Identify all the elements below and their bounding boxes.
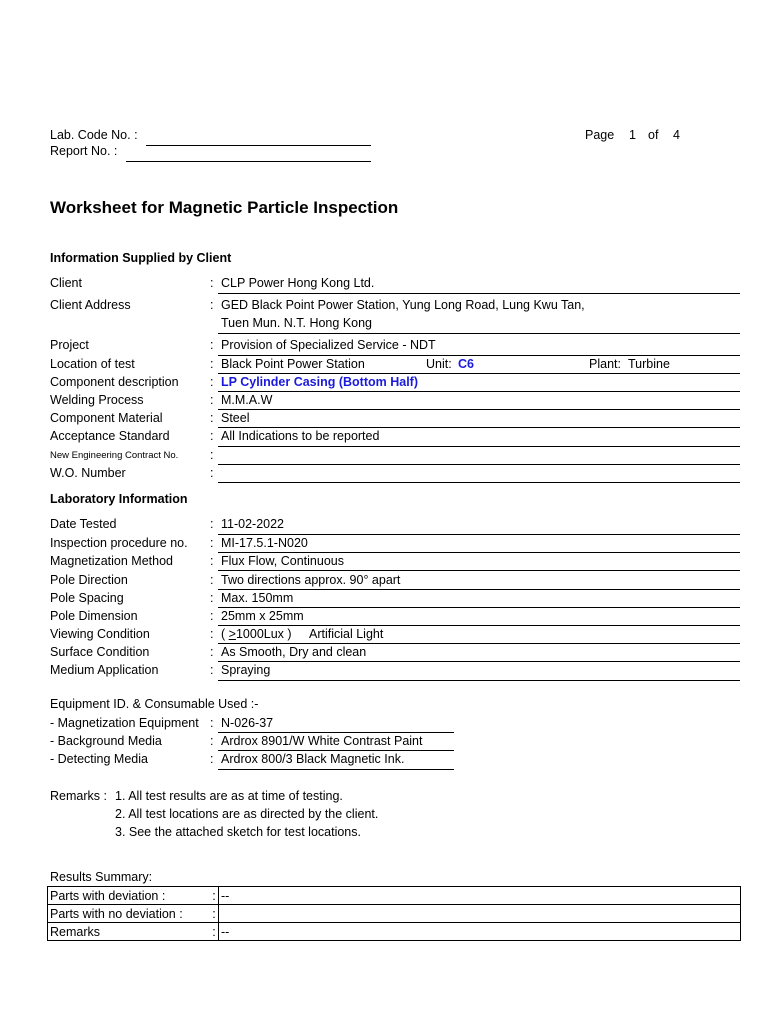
colon: : [210,536,214,550]
contract-label: New Engineering Contract No. [50,450,179,461]
colon: : [210,573,214,587]
material-underline [218,427,740,428]
table-row [48,923,741,941]
medium-underline [218,680,740,681]
colon: : [210,554,214,568]
colon: : [210,905,219,923]
remark-item-2: 2. All test locations are as directed by the client. [115,807,379,821]
client-section-heading: Information Supplied by Client [50,251,232,265]
viewing-lux: 1000Lux ) [235,627,292,641]
procedure-value: MI-17.5.1-N020 [221,536,308,550]
colon: : [210,517,214,531]
results-row-value[interactable]: -- [219,923,741,941]
colon: : [210,298,214,312]
pole-direction-underline [218,589,740,590]
report-no-field[interactable] [126,161,371,162]
date-underline [218,534,740,535]
page-total: 4 [673,128,680,142]
client-value: CLP Power Hong Kong Ltd. [221,276,375,290]
colon: : [210,276,214,290]
colon: : [210,357,214,371]
plant-label: Plant: [589,357,621,371]
results-row-label: Parts with deviation : [48,887,211,905]
viewing-underline [218,643,740,644]
pole-dimension-label: Pole Dimension [50,609,138,623]
pole-spacing-underline [218,607,740,608]
page-title: Worksheet for Magnetic Particle Inspection [50,198,399,217]
colon: : [210,734,214,748]
location-label: Location of test [50,357,135,371]
pole-spacing-label: Pole Spacing [50,591,124,605]
table-row [48,905,741,923]
procedure-underline [218,552,740,553]
pole-dimension-value: 25mm x 25mm [221,609,304,623]
greater-equal-symbol: > [228,627,236,641]
colon: : [210,752,214,766]
results-row-value[interactable]: -- [219,887,741,905]
magnetization-underline [218,570,740,571]
colon: : [210,375,214,389]
remark-item-3: 3. See the attached sketch for test locations. [115,825,361,839]
viewing-light: Artificial Light [309,627,384,641]
colon: : [210,923,219,941]
colon: : [210,338,214,352]
date-value: 11-02-2022 [221,517,285,531]
wo-field[interactable] [218,482,740,483]
detecting-media-value: Ardrox 800/3 Black Magnetic Ink. [221,752,405,766]
equipment-heading: Equipment ID. & Consumable Used :- [50,697,259,711]
lab-code-label: Lab. Code No. : [50,128,138,142]
project-underline [218,355,740,356]
results-row-value[interactable] [219,905,741,923]
welding-underline [218,409,740,410]
unit-label: Unit: [426,357,452,371]
welding-value: M.M.A.W [221,393,273,407]
magnetization-label: Magnetization Method [50,554,173,568]
results-row-label: Remarks [48,923,211,941]
client-address-line2: Tuen Mun. N.T. Hong Kong [221,316,373,330]
remark-item-1: 1. All test results are as at time of testing. [115,789,343,803]
client-label: Client [50,276,82,290]
colon: : [210,411,214,425]
magnetization-equipment-label: - Magnetization Equipment [50,716,199,730]
colon: : [210,645,214,659]
colon: : [210,663,214,677]
background-media-label: - Background Media [50,734,162,748]
component-value: LP Cylinder Casing (Bottom Half) [221,375,419,389]
component-underline [218,391,740,392]
colon: : [210,591,214,605]
page-current: 1 [629,128,636,142]
colon: : [210,609,214,623]
detecting-media-underline [218,769,454,770]
project-label: Project [50,338,89,352]
contract-field[interactable] [218,464,740,465]
background-media-value: Ardrox 8901/W White Contrast Paint [221,734,423,748]
pole-direction-value: Two directions approx. 90° apart [221,573,401,587]
acceptance-label: Acceptance Standard [50,429,170,443]
colon: : [210,887,219,905]
address-underline [218,333,740,334]
client-address-line1: GED Black Point Power Station, Yung Long Road, Lung Kwu Tan, [221,298,585,312]
viewing-value [221,627,292,641]
surface-underline [218,661,740,662]
lab-section-heading: Laboratory Information [50,492,188,506]
viewing-label: Viewing Condition [50,627,150,641]
lab-code-field[interactable] [146,145,371,146]
acceptance-value: All Indications to be reported [221,429,380,443]
colon: : [210,627,214,641]
results-table [47,886,741,941]
page-label: Page [585,128,615,142]
location-underline [218,373,740,374]
background-media-underline [218,750,454,751]
procedure-label: Inspection procedure no. [50,536,188,550]
table-row [48,887,741,905]
wo-label: W.O. Number [50,466,126,480]
acceptance-underline [218,446,740,447]
remarks-label: Remarks : [50,789,107,803]
location-value: Black Point Power Station [221,357,365,371]
detecting-media-label: - Detecting Media [50,752,148,766]
colon: : [210,448,214,462]
page-of: of [648,128,659,142]
plant-value: Turbine [628,357,670,371]
results-row-label: Parts with no deviation : [48,905,211,923]
pole-spacing-value: Max. 150mm [221,591,294,605]
medium-label: Medium Application [50,663,159,677]
unit-value: C6 [458,357,474,371]
colon: : [210,716,214,730]
surface-value: As Smooth, Dry and clean [221,645,367,659]
pole-dimension-underline [218,625,740,626]
client-underline [218,293,740,294]
client-address-label: Client Address [50,298,131,312]
project-value: Provision of Specialized Service - NDT [221,338,436,352]
component-label: Component description [50,375,179,389]
magnetization-value: Flux Flow, Continuous [221,554,344,568]
results-heading: Results Summary: [50,870,153,884]
material-label: Component Material [50,411,163,425]
report-no-label: Report No. : [50,144,118,158]
colon: : [210,429,214,443]
surface-label: Surface Condition [50,645,150,659]
date-label: Date Tested [50,517,117,531]
colon: : [210,466,214,480]
magnetization-equipment-underline [218,732,454,733]
medium-value: Spraying [221,663,271,677]
colon: : [210,393,214,407]
welding-label: Welding Process [50,393,144,407]
magnetization-equipment-value: N-026-37 [221,716,274,730]
viewing-open: ( [221,627,226,641]
pole-direction-label: Pole Direction [50,573,128,587]
material-value: Steel [221,411,250,425]
